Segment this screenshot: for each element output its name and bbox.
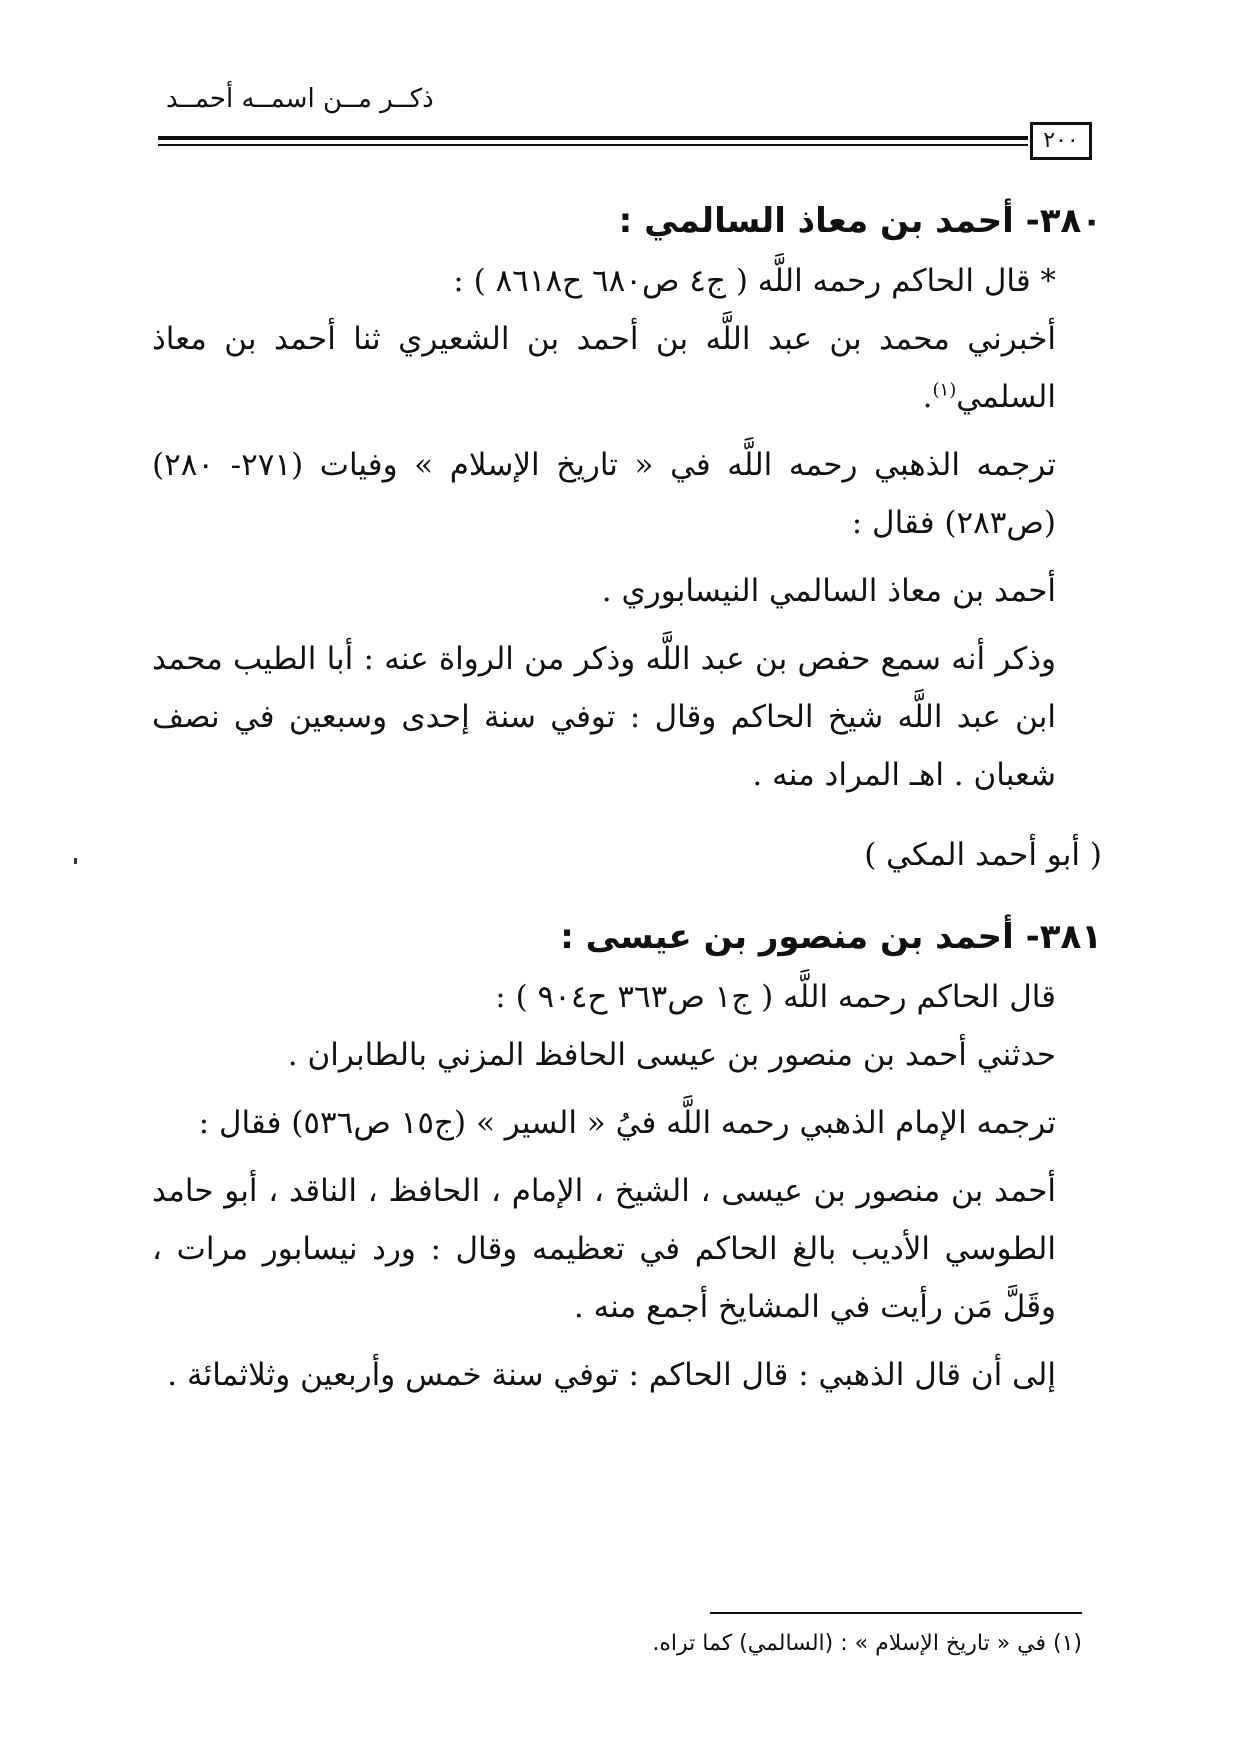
narration-body: أخبرني محمد بن عبد اللَّه بن أحمد بن الشعيري ثنا أحمد بن معاذ السلمي <box>152 321 1056 415</box>
biography-text: وذكر أنه سمع حفص بن عبد اللَّه وذكر من الرواة عنه : أبا الطيب محمد ابن عبد اللَّه شيخ الحاكم وقال : توفي سنة إحدى وسبعين في نصف شعبان . اهـ المراد منه . <box>152 641 1056 793</box>
translation-intro: ترجمه الإمام الذهبي رحمه اللَّه فيُ « السير » (ج١٥ ص٥٣٦) فقال : <box>198 1105 1056 1141</box>
biography-text: أحمد بن منصور بن عيسى ، الشيخ ، الإمام ، الحافظ ، الناقد ، أبو حامد الطوسي الأديب بالغ الحاكم في تعظيمه وقال : ورد نيسابور مرات ، وقَلَّ مَن رأيت في المشايخ أجمع منه . <box>152 1173 1056 1325</box>
header-rule-thick <box>158 136 1028 140</box>
running-title: ذكــر مــن اسمــه أحمــد <box>166 84 434 114</box>
page-number-box: ٢٠٠ <box>1030 122 1092 160</box>
kunya-text: ( أبو أحمد المكي ) <box>864 837 1102 873</box>
scan-mark <box>74 858 77 864</box>
page-body <box>152 190 1102 1404</box>
narration-end: . <box>922 379 933 415</box>
source-citation: * قال الحاكم رحمه اللَّه ( ج٤ ص٦٨٠ ح٨٦١٨ ) : <box>453 263 1056 299</box>
translation-intro: ترجمه الذهبي رحمه اللَّه في « تاريخ الإسلام » وفيات (٢٧١- ٢٨٠) (ص٢٨٣) فقال : <box>152 447 1056 541</box>
kunya-label <box>152 826 1102 884</box>
footnote: (١) في « تاريخ الإسلام » : (السالمي) كما تراه. <box>652 1631 1082 1656</box>
narration-text <box>152 310 1102 426</box>
header-rule-thin <box>158 144 1028 146</box>
source-citation: قال الحاكم رحمه اللَّه ( ج١ ص٣٦٣ ح٩٠٤ ) : <box>495 979 1056 1015</box>
footnote-separator <box>710 1612 1082 1614</box>
biography-end: إلى أن قال الذهبي : قال الحاكم : توفي سنة خمس وأربعين وثلاثمائة . <box>167 1357 1056 1393</box>
footnote-reference[interactable]: (١) <box>932 379 957 401</box>
entry-heading: ٣٨١- أحمد بن منصور بن عيسى : <box>560 917 1102 957</box>
narration-text: حدثني أحمد بن منصور بن عيسى الحافظ المزني بالطابران . <box>287 1037 1056 1073</box>
biography-name: أحمد بن معاذ السالمي النيسابوري . <box>601 573 1056 609</box>
entry-heading: ٣٨٠- أحمد بن معاذ السالمي : <box>618 201 1102 241</box>
page-header <box>158 84 1098 164</box>
